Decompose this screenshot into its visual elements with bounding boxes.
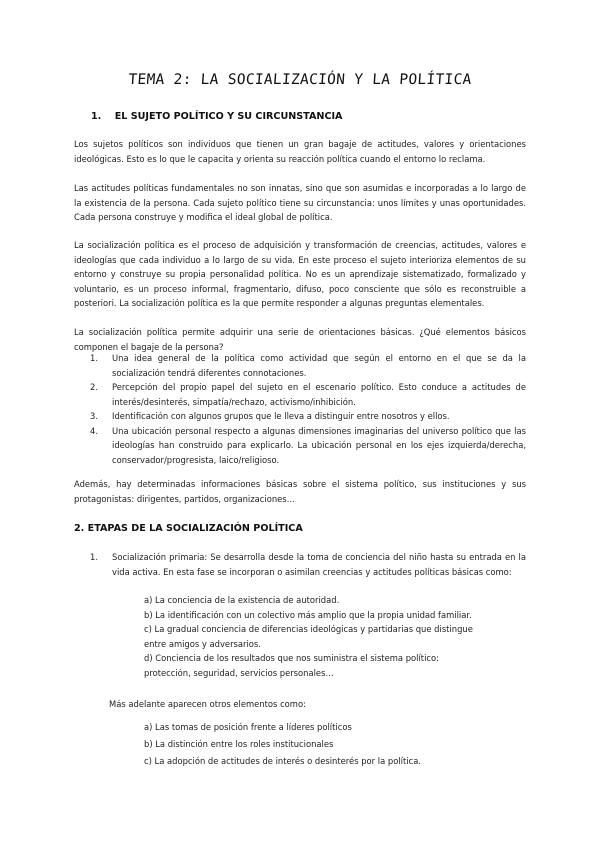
list-text: Una idea general de la política como actividad que según el entorno en el que se da la socialización tendrá diferentes connotaciones. [112, 353, 526, 378]
section-heading-2: 2. ETAPAS DE LA SOCIALIZACIÓN POLÍTICA [74, 523, 303, 534]
page-title: TEMA 2: LA SOCIALIZACIÓN Y LA POLÍTICA [127, 72, 473, 88]
list-number: 3. [90, 411, 98, 421]
list-item [74, 351, 526, 380]
list-number: 1. [90, 552, 98, 562]
sublist-item: c) La gradual conciencia de diferencias ideológicas y partidarias que distingue [144, 624, 473, 634]
sublist-item: c) La adopción de actitudes de interés o desinterés por la política. [144, 756, 422, 766]
section-title: EL SUJETO POLÍTICO Y SU CIRCUNSTANCIA [114, 111, 343, 122]
sublist-item: protección, seguridad, servicios personales… [144, 667, 334, 678]
paragraph: La socialización política permite adquirir una serie de orientaciones básicas. ¿Qué elementos básicos componen el bagaje de la persona? [74, 327, 526, 352]
paragraph: Las actitudes políticas fundamentales no son innatas, sino que son asumidas e incorporadas a lo largo de la existencia de la persona. Cada sujeto político tiene su circunstancia: unos límites y unas oportunidades. Cada persona construye y modifica el ideal global de política. [74, 183, 526, 222]
sublist-primaria [144, 593, 473, 680]
sublist-item: b) La distinción entre los roles institucionales [144, 739, 334, 749]
sublist-item: a) La conciencia de la existencia de autoridad. [144, 595, 340, 605]
sublist-item: b) La identificación con un colectivo más amplio que la propia unidad familiar. [144, 609, 472, 620]
ordered-list-etapas [74, 550, 526, 579]
list-item [74, 550, 526, 579]
list-text: Identificación con algunos grupos que le lleva a distinguir entre nosotros y ellos. [112, 411, 450, 421]
list-item [74, 424, 526, 468]
list-item [74, 409, 526, 424]
list-text: Percepción del propio papel del sujeto en el escenario político. Esto conduce a actitudes de interés/desinterés, simpatía/rechazo, activismo/inhibición. [112, 382, 526, 407]
paragraph: Además, hay determinadas informaciones básicas sobre el sistema político, sus instituciones y sus protagonistas: dirigentes, partidos, organizaciones… [74, 479, 526, 504]
mas-adelante-text: Más adelante aparecen otros elementos como: [109, 699, 306, 709]
sublist-otros [144, 720, 444, 771]
paragraph: La socialización política es el proceso de adquisición y transformación de creencias, actitudes, valores e ideologías que cada individuo a lo largo de su vida. En este proceso el sujeto interioriza elementos de su entorno y construye su propia personalidad política. No es un aprendizaje sistematizado, formalizado y voluntario, es un proceso informal, fragmentario, difuso, poco consciente que sólo es reconstruible a posteriori. La socialización política es la que permite responder a algunas preguntas elementales. [74, 240, 526, 308]
section-heading-1 [91, 111, 342, 122]
list-number: 1. [90, 353, 98, 363]
list-text: Socialización primaria: Se desarrolla desde la toma de conciencia del niño hasta su entrada en la vida activa. En esta fase se incorporan o asimilan creencias y actitudes políticas básicas como: [112, 552, 526, 577]
list-item [74, 380, 526, 409]
ordered-list-elements [74, 351, 526, 467]
list-number: 4. [90, 425, 98, 436]
paragraph: Los sujetos políticos son individuos que tienen un gran bagaje de actitudes, valores y orientaciones ideológicas. Esto es lo que le capacita y orienta su reacción política cuando el entorno lo reclama. [74, 139, 526, 164]
sublist-item: a) Las tomas de posición frente a líderes políticos [144, 722, 352, 732]
list-text: Una ubicación personal respecto a algunas dimensiones imaginarias del universo político que las ideologías han construido para explicarlo. La ubicación personal en los ejes izquierda/derecha, conservador/progresista, laico/religioso. [112, 425, 526, 465]
section-number: 1. [91, 111, 102, 122]
sublist-item: entre amigos y adversarios. [144, 638, 261, 649]
list-number: 2. [90, 382, 98, 392]
sublist-item: d) Conciencia de los resultados que nos suministra el sistema político: [144, 653, 439, 663]
